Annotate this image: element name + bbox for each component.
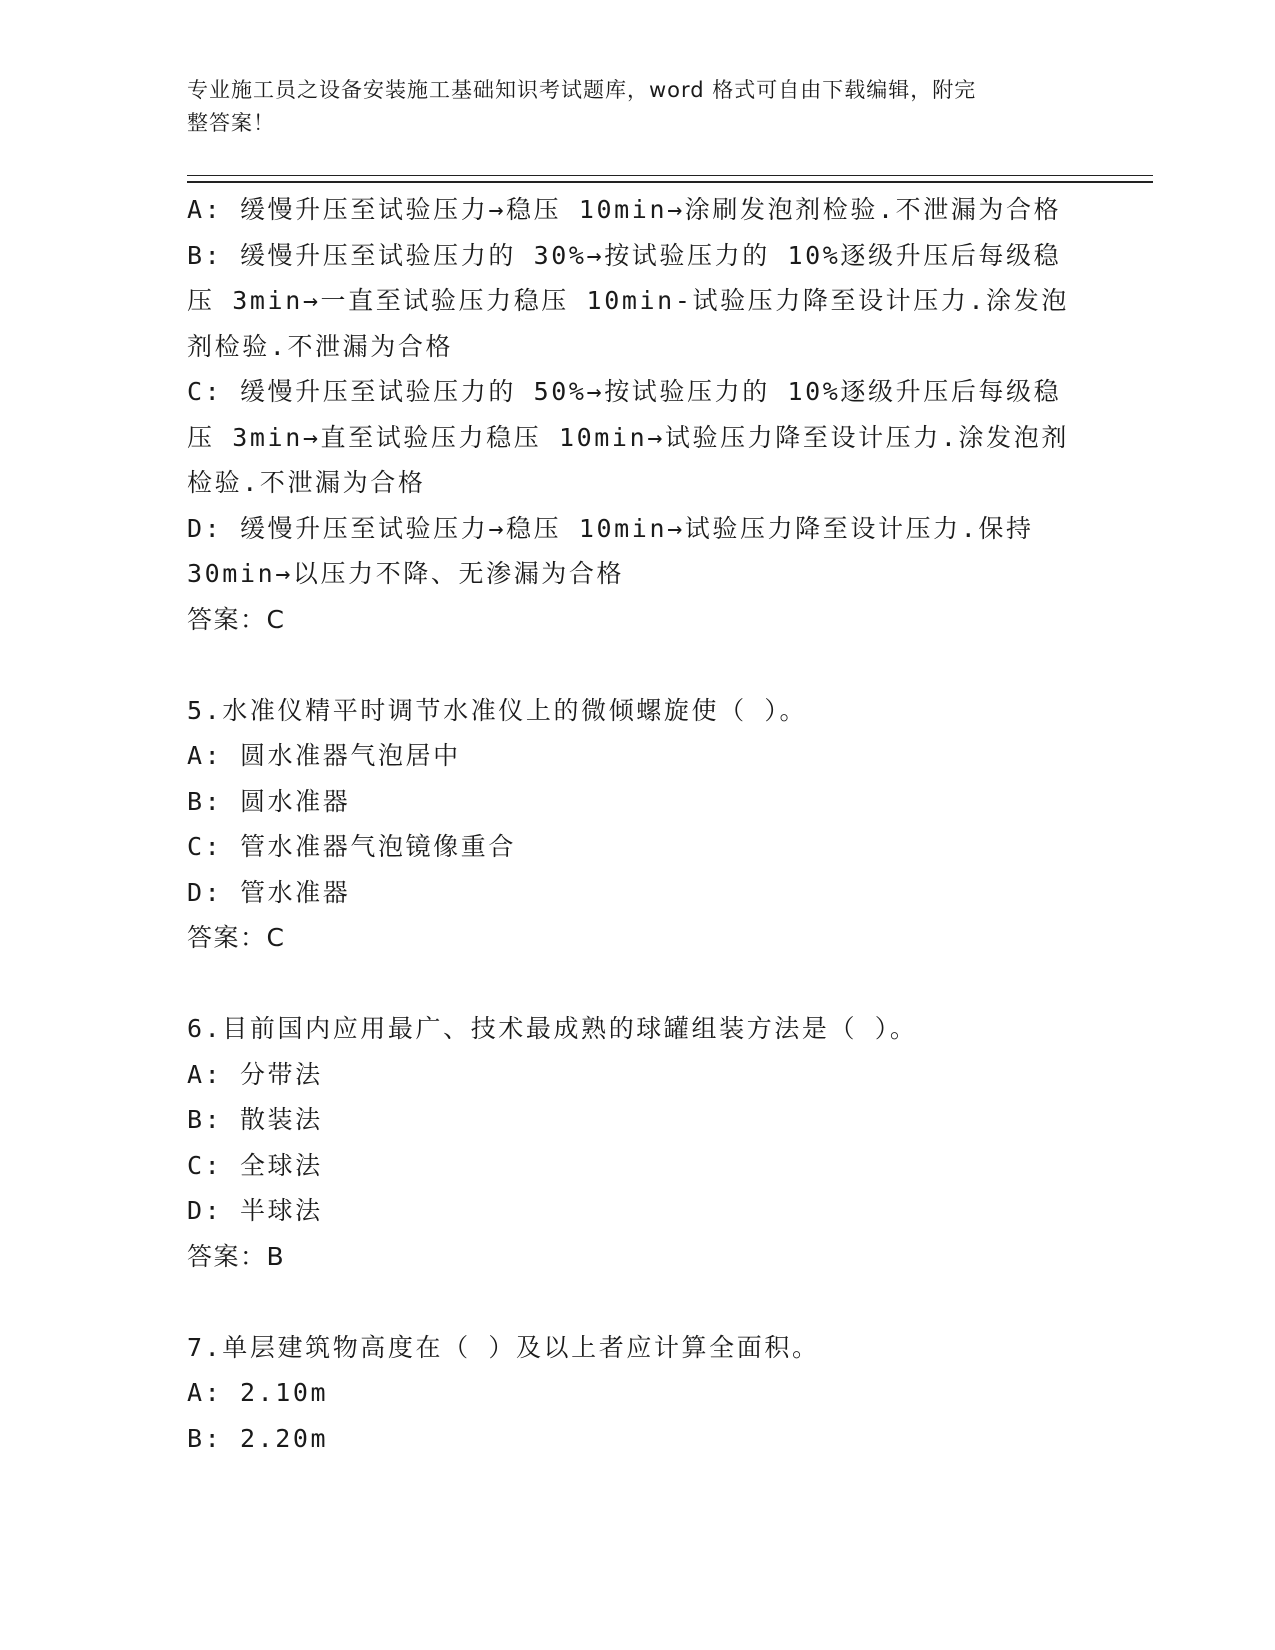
q4-option-c-line-1: C: 缓慢升压至试验压力的 50%→按试验压力的 10%逐级升压后每级稳 bbox=[187, 377, 1062, 406]
q4-option-b-line-2: 压 3min→一直至试验压力稳压 10min-试验压力降至设计压力.涂发泡 bbox=[187, 286, 1069, 315]
q6-question: 6.目前国内应用最广、技术最成熟的球罐组装方法是（ ）。 bbox=[187, 1014, 918, 1043]
q5-option-c: C: 管水准器气泡镜像重合 bbox=[187, 832, 516, 861]
q6-option-c: C: 全球法 bbox=[187, 1150, 323, 1180]
q5-option-b: B: 圆水准器 bbox=[187, 786, 351, 816]
q7-option-a: A: 2.10m bbox=[187, 1378, 329, 1407]
header-divider-top bbox=[187, 175, 1153, 176]
q6-option-a: A: 分带法 bbox=[187, 1059, 323, 1089]
header-divider-bottom bbox=[187, 181, 1153, 183]
spacer bbox=[187, 961, 1087, 1007]
q5-question: 5.水准仪精平时调节水准仪上的微倾螺旋使（ ）。 bbox=[187, 695, 808, 725]
q7-option-b: B: 2.20m bbox=[187, 1423, 329, 1453]
q4-option-d-line-1: D: 缓慢升压至试验压力→稳压 10min→试验压力降至设计压力.保持 bbox=[187, 513, 1034, 543]
header-line-1: 专业施工员之设备安装施工基础知识考试题库，word 格式可自由下载编辑，附完 bbox=[187, 78, 977, 102]
q6-answer: 答案：B bbox=[187, 1241, 286, 1271]
spacer bbox=[187, 642, 1087, 688]
document-header bbox=[187, 74, 1067, 140]
q7-question: 7.单层建筑物高度在（ ）及以上者应计算全面积。 bbox=[187, 1332, 820, 1362]
q4-option-c-line-3: 检验.不泄漏为合格 bbox=[187, 468, 426, 497]
q5-option-d: D: 管水准器 bbox=[187, 877, 351, 907]
header-line-2: 整答案！ bbox=[187, 111, 275, 135]
q4-answer: 答案：C bbox=[187, 604, 286, 634]
question-content bbox=[187, 187, 1087, 1461]
q5-option-a: A: 圆水准器气泡居中 bbox=[187, 741, 461, 770]
q4-option-b-line-3: 剂检验.不泄漏为合格 bbox=[187, 331, 454, 361]
q6-option-d: D: 半球法 bbox=[187, 1196, 323, 1225]
q6-option-b: B: 散装法 bbox=[187, 1105, 323, 1134]
spacer bbox=[187, 1279, 1087, 1325]
q4-option-d-line-2: 30min→以压力不降、无渗漏为合格 bbox=[187, 559, 625, 588]
q5-answer: 答案：C bbox=[187, 923, 286, 952]
q4-option-c-line-2: 压 3min→直至试验压力稳压 10min→试验压力降至设计压力.涂发泡剂 bbox=[187, 422, 1069, 452]
q4-option-b-line-1: B: 缓慢升压至试验压力的 30%→按试验压力的 10%逐级升压后每级稳 bbox=[187, 240, 1062, 270]
q4-option-a: A: 缓慢升压至试验压力→稳压 10min→涂刷发泡剂检验.不泄漏为合格 bbox=[187, 195, 1062, 224]
